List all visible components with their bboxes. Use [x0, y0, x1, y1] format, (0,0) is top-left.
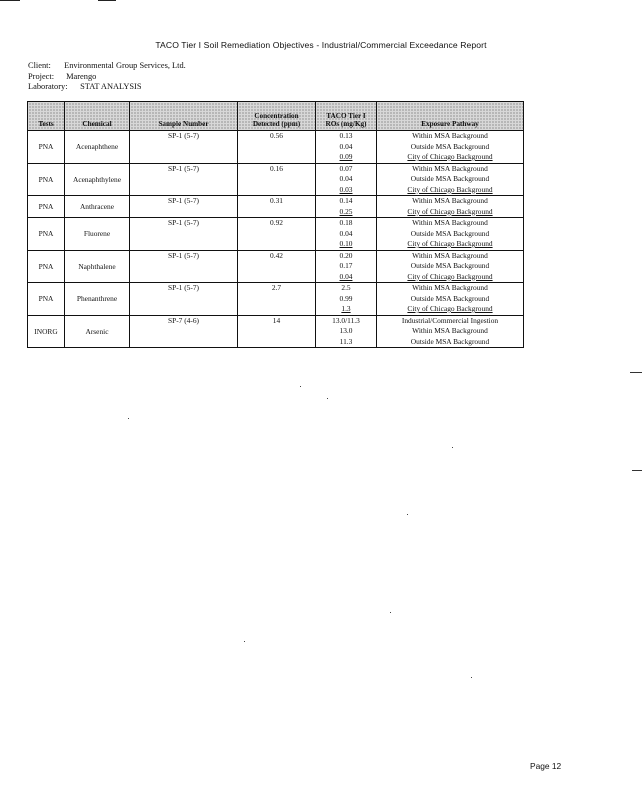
ros-cell [316, 315, 377, 348]
ros-value: 0.20 [339, 250, 353, 260]
test-cell: PNA [28, 196, 65, 218]
pathway-value: Within MSA Background [412, 283, 488, 292]
scan-speck [300, 386, 301, 387]
page-number: Page 12 [530, 761, 562, 771]
test-cell: INORG [28, 315, 65, 348]
ros-cell [316, 131, 377, 164]
pathway-value: Outside MSA Background [410, 261, 490, 270]
chemical-cell: Naphthalene [65, 250, 130, 283]
client-label: Client: [28, 61, 51, 70]
scan-speck [390, 612, 391, 613]
ros-value: 0.07 [339, 163, 353, 173]
ros-value: 0.03 [339, 184, 353, 194]
pathway-value: Within MSA Background [412, 196, 488, 205]
pathway-cell [377, 131, 524, 164]
sample-cell: SP-1 (5-7) [130, 196, 238, 218]
header-concentration [238, 102, 316, 131]
table-row [28, 163, 524, 196]
client-line [28, 61, 186, 72]
ros-value: 0.04 [339, 228, 353, 238]
scan-mark [0, 0, 20, 1]
ros-value: 13.0/11.3 [332, 315, 360, 325]
pathway-value: Within MSA Background [412, 218, 488, 227]
ros-value: 0.17 [339, 261, 353, 270]
header-exposure-pathway: Exposure Pathway [377, 102, 524, 131]
ros-value: 0.04 [339, 174, 353, 183]
pathway-value: Outside MSA Background [410, 336, 490, 346]
header-taco-ros [316, 102, 377, 131]
table-row [28, 131, 524, 164]
report-title: TACO Tier I Soil Remediation Objectives - Industrial/Commercial Exceedance Report [155, 40, 487, 50]
concentration-cell: 14 [238, 315, 316, 348]
pathway-value: City of Chicago Background [407, 271, 493, 281]
chemical-cell: Fluorene [65, 218, 130, 251]
ros-value: 1.3 [341, 304, 351, 313]
header-concentration-line2: Detected (ppm) [252, 120, 301, 128]
pathway-value: Within MSA Background [412, 250, 488, 260]
ros-cell [316, 163, 377, 196]
project-value: Marengo [66, 72, 97, 81]
pathway-value: Within MSA Background [412, 326, 488, 335]
pathway-value: City of Chicago Background [407, 206, 493, 216]
scan-speck [452, 447, 453, 448]
ros-value: 0.09 [339, 152, 353, 161]
scan-mark [632, 470, 642, 471]
test-cell: PNA [28, 218, 65, 251]
pathway-value: City of Chicago Background [407, 184, 493, 194]
pathway-value: Outside MSA Background [410, 174, 490, 183]
pathway-value: Industrial/Commercial Ingestion [401, 315, 499, 325]
ros-cell [316, 283, 377, 316]
pathway-value: Within MSA Background [412, 163, 488, 173]
project-label: Project: [28, 72, 55, 81]
project-line [28, 72, 96, 83]
table-row [28, 283, 524, 316]
pathway-cell [377, 315, 524, 348]
laboratory-value: STAT ANALYSIS [80, 82, 142, 91]
concentration-cell: 2.7 [238, 283, 316, 316]
table-header-row [28, 102, 524, 131]
exceedance-table [27, 101, 524, 348]
pathway-value: City of Chicago Background [407, 152, 493, 161]
pathway-value: City of Chicago Background [407, 239, 493, 248]
scan-speck [407, 514, 408, 515]
table-row [28, 250, 524, 283]
chemical-cell: Anthracene [65, 196, 130, 218]
header-taco-line1: TACO Tier I [326, 112, 366, 120]
ros-value: 0.25 [339, 206, 353, 216]
pathway-value: Outside MSA Background [410, 293, 490, 303]
ros-value: 11.3 [339, 336, 353, 346]
ros-value: 13.0 [339, 326, 353, 335]
ros-value: 0.04 [339, 141, 353, 151]
pathway-value: Outside MSA Background [410, 228, 490, 238]
header-tests: Tests [28, 102, 65, 131]
pathway-cell [377, 283, 524, 316]
scan-speck [128, 418, 129, 419]
ros-value: 0.99 [339, 293, 353, 303]
concentration-cell: 0.56 [238, 131, 316, 164]
ros-value: 0.18 [339, 218, 353, 227]
table-row [28, 196, 524, 218]
sample-cell: SP-1 (5-7) [130, 283, 238, 316]
scan-speck [327, 398, 328, 399]
sample-cell: SP-7 (4-6) [130, 315, 238, 348]
client-value: Environmental Group Services, Ltd. [64, 61, 186, 70]
scan-mark [98, 0, 116, 1]
sample-cell: SP-1 (5-7) [130, 131, 238, 164]
table-row [28, 315, 524, 348]
test-cell: PNA [28, 163, 65, 196]
header-sample-number: Sample Number [130, 102, 238, 131]
sample-cell: SP-1 (5-7) [130, 250, 238, 283]
ros-cell [316, 250, 377, 283]
pathway-cell [377, 196, 524, 218]
ros-value: 0.14 [339, 196, 353, 205]
test-cell: PNA [28, 283, 65, 316]
ros-value: 0.13 [339, 131, 353, 140]
scan-speck [244, 641, 245, 642]
pathway-value: City of Chicago Background [407, 304, 493, 313]
ros-cell [316, 218, 377, 251]
header-taco-line2: ROs (mg/Kg) [325, 120, 367, 128]
ros-value: 2.5 [341, 283, 351, 292]
scan-speck [471, 677, 472, 678]
pathway-cell [377, 250, 524, 283]
chemical-cell: Arsenic [65, 315, 130, 348]
pathway-cell [377, 218, 524, 251]
pathway-value: Within MSA Background [412, 131, 488, 140]
sample-cell: SP-1 (5-7) [130, 163, 238, 196]
header-chemical: Chemical [65, 102, 130, 131]
pathway-value: Outside MSA Background [410, 141, 490, 151]
laboratory-line [28, 82, 141, 93]
ros-cell [316, 196, 377, 218]
table-row [28, 218, 524, 251]
concentration-cell: 0.92 [238, 218, 316, 251]
ros-value: 0.10 [339, 239, 353, 248]
laboratory-label: Laboratory: [28, 82, 68, 91]
chemical-cell: Phenanthrene [65, 283, 130, 316]
test-cell: PNA [28, 131, 65, 164]
chemical-cell: Acenaphthene [65, 131, 130, 164]
scan-mark [630, 372, 642, 373]
chemical-cell: Acenaphthylene [65, 163, 130, 196]
sample-cell: SP-1 (5-7) [130, 218, 238, 251]
concentration-cell: 0.16 [238, 163, 316, 196]
ros-value: 0.04 [339, 271, 353, 281]
test-cell: PNA [28, 250, 65, 283]
concentration-cell: 0.31 [238, 196, 316, 218]
concentration-cell: 0.42 [238, 250, 316, 283]
header-concentration-line1: Concentration [254, 112, 299, 120]
pathway-cell [377, 163, 524, 196]
